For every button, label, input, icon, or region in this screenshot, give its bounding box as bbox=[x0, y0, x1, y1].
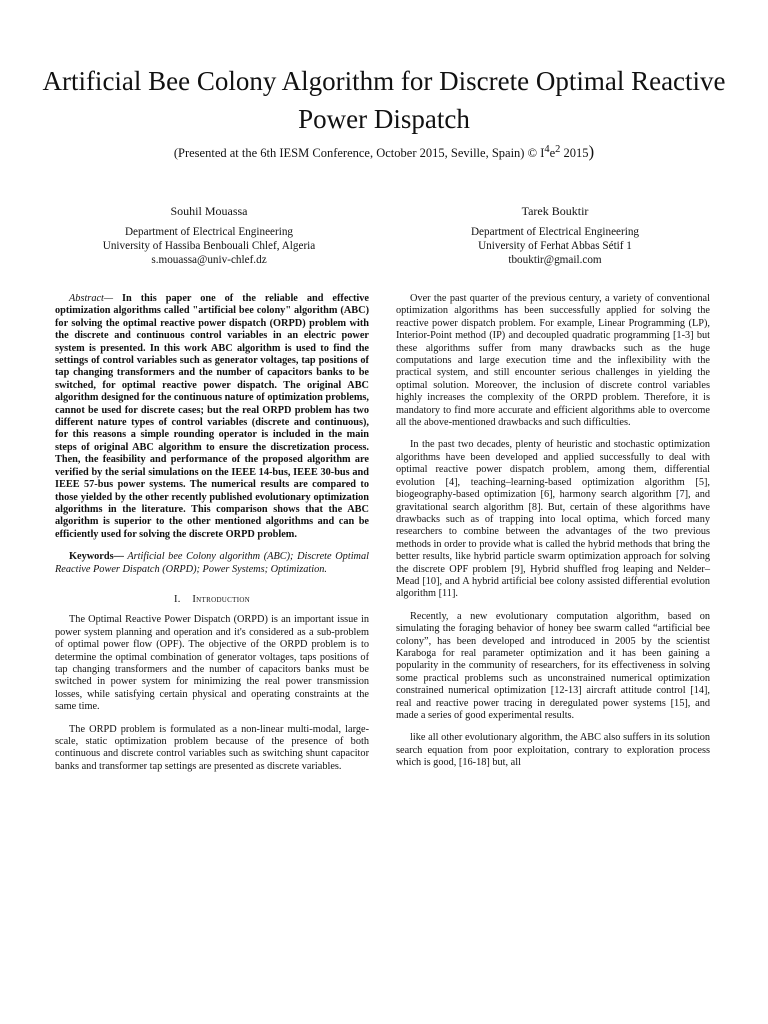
conference-note-text: (Presented at the 6th IESM Conference, October 2015, Seville, Spain) © I bbox=[173, 146, 545, 161]
author-university: University of Ferhat Abbas Sétif 1 bbox=[478, 240, 632, 252]
body-paragraph: The ORPD problem is formulated as a non-linear multi-modal, large-scale, static optimization problem because of the presence of both continuous and discrete control variables such as switching shunt capacitor banks and transformer tap settings are presented as discrete variables. bbox=[55, 723, 369, 772]
author-name: Tarek Bouktir bbox=[521, 204, 589, 218]
author-department: Department of Electrical Engineering bbox=[124, 226, 294, 238]
author-email: tbouktir@gmail.com bbox=[508, 254, 602, 266]
superscript-1: 4 bbox=[544, 144, 550, 155]
section-title: Introduction bbox=[192, 593, 251, 605]
left-column bbox=[55, 293, 369, 783]
author-department: Department of Electrical Engineering bbox=[470, 226, 640, 238]
conference-note bbox=[40, 142, 728, 161]
author-block-1 bbox=[49, 204, 369, 267]
abstract-text: In this paper one of the reliable and effective optimization algorithms called "artificial bee colony" algorithm (ABC) for solving the optimal reactive power dispatch (ORPD) problem with the discrete and continuous control variables in an electric power system is presented. In this work ABC algorithm is used to find the settings of control variables such as generator voltages, tap positions of tap changing transformers and the number of capacitors banks to be switched, for optimal reactive power dispatch. The original ABC algorithm designed for the continuous nature of optimization problems, cannot be used for discrete cases; but the real ORPD problem has two different nature types of control variables (discrete and continuous), for this reasons a simple rounding operator is included in the main steps of original ABC algorithm to ensure the discretization process. Then, the feasibility and performance of the proposed algorithm are verified by the serial simulations on the IEEE 14-bus, IEEE 30-bus and IEEE 57-bus power systems. The numerical results are compared to those yielded by the other recently published evolutionary optimization algorithms in the literature. This comparison shows that the ABC algorithm is superior to the other mentioned algorithms and can be efficiently used for solving the discrete ORPD problem. bbox=[55, 293, 369, 540]
conference-note-mid: e bbox=[549, 146, 556, 161]
keywords-label: Keywords— bbox=[69, 551, 124, 563]
body-paragraph: In the past two decades, plenty of heuristic and stochastic optimization algorithms have been developed and applied successfully to deal with optimal reactive power dispatch problem, among them, differential evolution [4], teaching–learning-based optimization algorithm [5], biogeography-based optimization [6], harmony search algorithm [7], and gravitational search algorithm [8]. But, certain of these algorithms have drawbacks such as of trapping into local optima, which forced many researchers to combine between the advantages of the two previous methods in order to provide what is called the hybrid methods that bring the better results, like hybrid particle swarm optimization approach for solving the discrete OPF problem [9], Hybrid shuffled frog leaping and Nelder–Mead [10], and A hybrid artificial bee colony assisted differential evolution algorithm [11]. bbox=[396, 439, 710, 600]
author-university: University of Hassiba Benbouali Chlef, Algeria bbox=[102, 240, 316, 252]
conference-note-year: 2015 bbox=[560, 146, 589, 161]
conference-note-close: ) bbox=[588, 142, 595, 162]
body-paragraph: The Optimal Reactive Power Dispatch (ORPD) is an important issue in power system planning and operation and it's considered as a sub-problem of optimal power flow (OPF). The objective of the ORPD problem is to determine the optimal combination of generator voltages, taps positions of tap changing transformers and the number of capacitors banks must be switched in power system for minimizing the real power transmission losses, while satisfying certain physical and operating constraints at the same time. bbox=[55, 614, 369, 713]
abstract bbox=[55, 293, 369, 541]
author-block-2 bbox=[395, 204, 715, 267]
body-paragraph: Recently, a new evolutionary computation algorithm, based on simulating the foraging behavior of honey bee swarm called “artificial bee colony”, has been developed and introduced in 2005 by the scientist Karaboga for real parameter optimization and it has been gaining a popularity in the community of researchers, for its effectiveness in solving some practical problems such as unconstrained numerical optimization constrained numerical optimization [12-13] aircraft attitude control [14], real and reactive power tracing in deregulated power systems [15], and made a series of good experimental results. bbox=[396, 610, 710, 721]
body-paragraph: Over the past quarter of the previous century, a variety of conventional optimization algorithms has been successfully applied for solving the reactive power dispatch problem. For example, Linear Programming (LP), Interior-Point method (IP) and decoupled quadratic programming [1-3] but these algorithms suffer from many drawbacks such as the huge computations and large execution time and the inflexibility with the practical system, and still encounter serious challenges in yielding the optimal solution. Moreover, the inclusion of discrete control variables highly increases the complexity of the ORPD problem. Therefore, it is mandatory to find more accurate and efficient algorithms able to overcome all the above-mentioned drawbacks and such difficulties. bbox=[396, 293, 710, 429]
author-email: s.mouassa@univ-chlef.dz bbox=[151, 254, 267, 266]
keywords bbox=[55, 551, 369, 576]
author-name: Souhil Mouassa bbox=[170, 204, 248, 218]
section-number: I. bbox=[173, 593, 181, 605]
body-paragraph: like all other evolutionary algorithm, the ABC also suffers in its solution search equation from poor exploitation, contrary to exploration process which is good, [16-18] but, all bbox=[396, 732, 710, 769]
keywords-text: Artificial bee Colony algorithm (ABC); Discrete Optimal Reactive Power Dispatch (ORPD); Power Systems; Optimization. bbox=[55, 551, 369, 575]
paper-title: Artificial Bee Colony Algorithm for Discrete Optimal Reactive Power Dispatch bbox=[42, 66, 726, 134]
right-column bbox=[396, 293, 710, 780]
section-heading-introduction bbox=[55, 594, 369, 606]
superscript-2: 2 bbox=[555, 144, 561, 155]
abstract-label: Abstract— bbox=[69, 293, 114, 304]
